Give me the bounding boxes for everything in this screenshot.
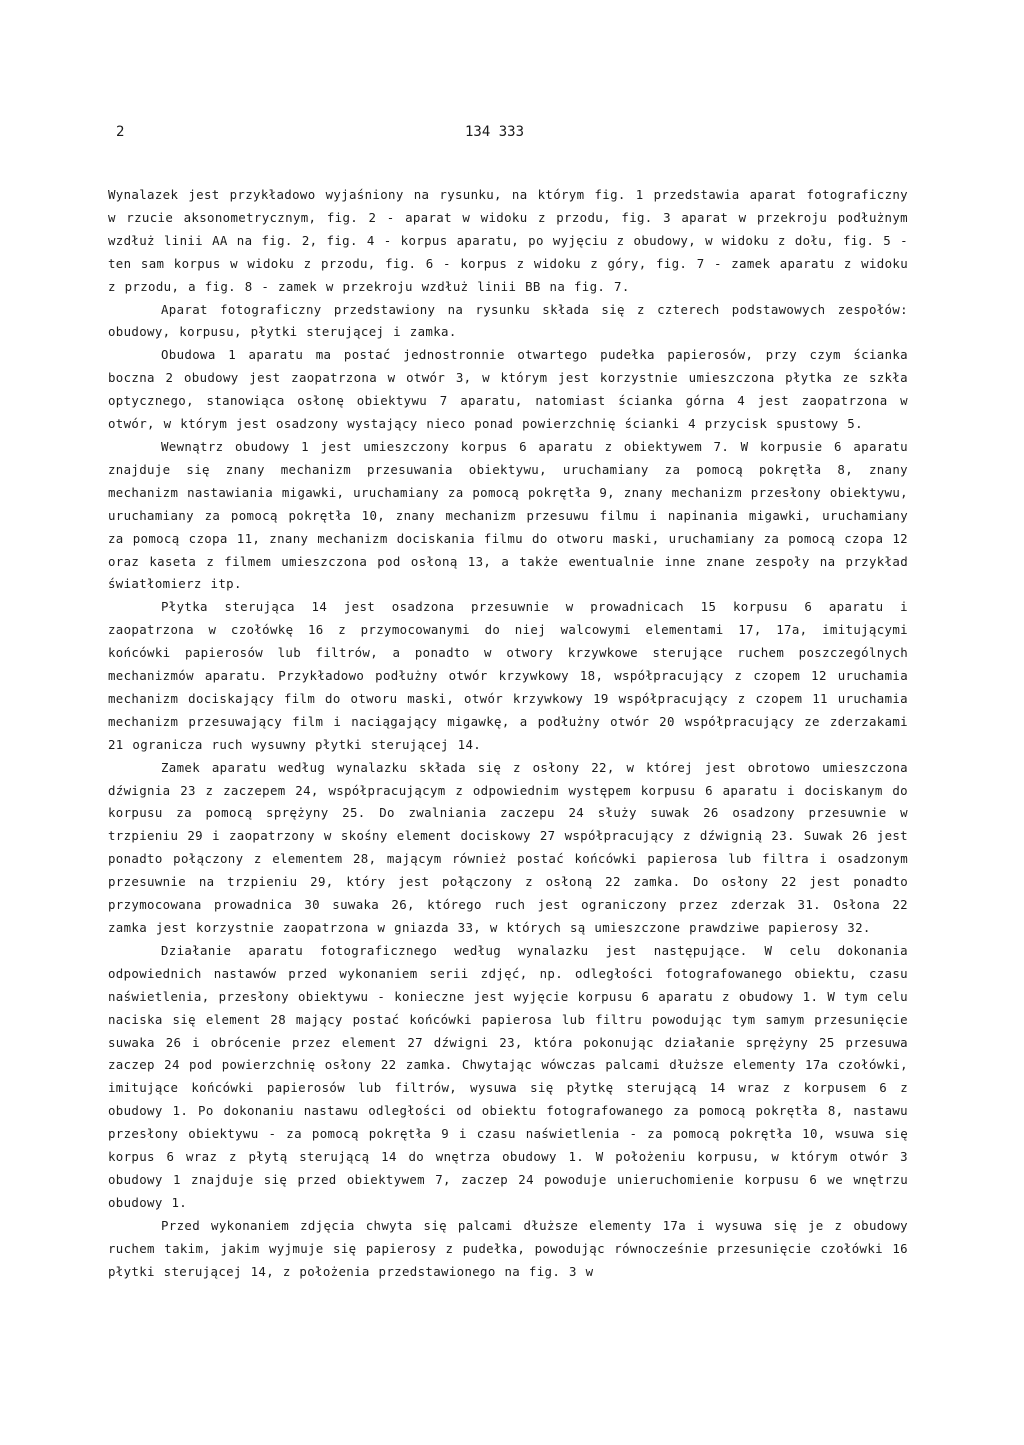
paragraph-lock: Zamek aparatu według wynalazku składa się z osłony 22, w której jest obrotowo umieszczona dźwignia 23 z zaczepem 24, współpracującym z odpowiednim występem korpusu 6 aparatu i dociskanym do korpusu za pomocą sprężyny 25. Do zwalniania zaczepu 24 służy suwak 26 osadzony przesuwnie w trzpieniu 29 i zaopatrzony w skośny element dociskowy 27 współpracujący z dźwignią 23. Suwak 26 jest ponadto połączony z elementem 28, mającym również postać końcówki papierosa lub filtra i osadzonym przesuwnie na trzpieniu 29, który jest połączony z osłoną 22 zamka. Do osłony 22 jest ponadto przymocowana prowadnica 30 suwaka 26, którego ruch jest ograniczony przez zderzak 31. Osłona 22 zamka jest korzystnie zaopatrzona w gniazda 33, w których są umieszczone prawdziwe papierosy 32.: [108, 759, 908, 935]
paragraph-control-plate: Płytka sterująca 14 jest osadzona przesuwnie w prowadnicach 15 korpusu 6 aparatu i zaopatrzona w czołówkę 16 z przymocowanymi do niej walcowymi elementami 17, 17a, imitującymi końcówki papierosów lub filtrów, a ponadto w otwory krzywkowe sterujące ruchem poszczególnych mechanizmów aparatu. Przykładowo podłużny otwór krzywkowy 18, współpracujący z czopem 12 uruchamia mechanizm dociskający film do otworu maski, otwór krzywkowy 19 współpracujący z czopem 11 uruchamia mechanizm przesuwający film i naciągający migawkę, a podłużny otwór 20 współpracujący ze zderzakami 21 ogranicza ruch wysuwny płytki sterującej 14.: [108, 599, 908, 752]
paragraph-shooting: Przed wykonaniem zdjęcia chwyta się palcami dłuższe elementy 17a i wysuwa się je z obudowy ruchem takim, jakim wyjmuje się papierosy z pudełka, powodując równocześnie przesunięcie czołówki 16 płytki sterującej 14, z położenia przedstawionego na fig. 3 w: [108, 1217, 908, 1279]
paragraph-components: Aparat fotograficzny przedstawiony na rysunku składa się z czterech podstawowych zespołów: obudowy, korpusu, płytki sterującej i zamka.: [108, 301, 908, 340]
page-number: 2: [116, 124, 125, 140]
paragraph-figure-list: Wynalazek jest przykładowo wyjaśniony na rysunku, na którym fig. 1 przedstawia aparat fotograficzny w rzucie aksonometrycznym, fig. 2 - aparat w widoku z przodu, fig. 3 aparat w przekroju podłużnym wzdłuż linii AA na fig. 2, fig. 4 - korpus aparatu, po wyjęciu z obudowy, w widoku z dołu, fig. 5 - ten sam korpus w widoku z przodu, fig. 6 - korpus z widoku z góry, fig. 7 - zamek aparatu z widoku z przodu, a fig. 8 - zamek w przekroju wzdłuż linii BB na fig. 7.: [108, 187, 908, 294]
patent-number: 134 333: [465, 124, 525, 140]
paragraph-body: Wewnątrz obudowy 1 jest umieszczony korpus 6 aparatu z obiektywem 7. W korpusie 6 aparatu znajduje się znany mechanizm przesuwania obiektywu, uruchamiany za pomocą pokrętła 8, znany mechanizm nastawiania migawki, uruchamiany za pomocą pokrętła 9, znany mechanizm przesłony obiektywu, uruchamiany za pomocą pokrętła 10, znany mechanizm przesuwu filmu i napinania migawki, uruchamiany za pomocą czopa 11, znany mechanizm dociskania filmu do otworu maski, uruchamiany za pomocą czopa 12 oraz kaseta z filmem umieszczona pod osłoną 13, a także ewentualnie inne znane zespoły na przykład światłomierz itp.: [108, 438, 908, 592]
paragraph-operation: Działanie aparatu fotograficznego według wynalazku jest następujące. W celu dokonania odpowiednich nastawów przed wykonaniem serii zdjęć, np. odległości fotografowanego obiektu, czasu naświetlenia, przesłony obiektywu - konieczne jest wyjęcie korpusu 6 aparatu z obudowy 1. W tym celu naciska się element 28 mający postać końcówki papierosa lub filtru powodując tym samym przesunięcie suwaka 26 i obrócenie przez element 27 dźwigni 23, która pokonując działanie sprężyny 25 przesuwa zaczep 24 pod powierzchnię osłony 22 zamka. Chwytając wówczas palcami dłuższe elementy 17a czołówki, imitujące końcówki papierosów lub filtrów, wysuwa się płytkę sterującą 14 wraz z korpusem 6 z obudowy 1. Po dokonaniu nastawu odległości od obiektu fotografowanego za pomocą pokrętła 8, nastawu przesłony obiektywu - za pomocą pokrętła 9 i czasu naświetlenia - za pomocą pokrętła 10, wsuwa się korpus 6 wraz z płytą sterującą 14 do wnętrza obudowy 1. W położeniu korpusu, w którym otwór 3 obudowy 1 znajduje się przed obiektywem 7, zaczep 24 powoduje unieruchomienie korpusu 6 we wnętrzu obudowy 1.: [108, 942, 908, 1210]
page-header: [0, 124, 1024, 148]
body-text: [108, 184, 908, 1284]
paragraph-housing: Obudowa 1 aparatu ma postać jednostronnie otwartego pudełka papierosów, przy czym ścianka boczna 2 obudowy jest zaopatrzona w otwór 3, w którym jest korzystnie umieszczona płytka ze szkła optycznego, stanowiąca osłonę obiektywu 7 aparatu, natomiast ścianka górna 4 jest zaopatrzona w otwór, w którym jest osadzony wystający nieco ponad powierzchnię ścianki 4 przycisk spustowy 5.: [108, 347, 908, 432]
